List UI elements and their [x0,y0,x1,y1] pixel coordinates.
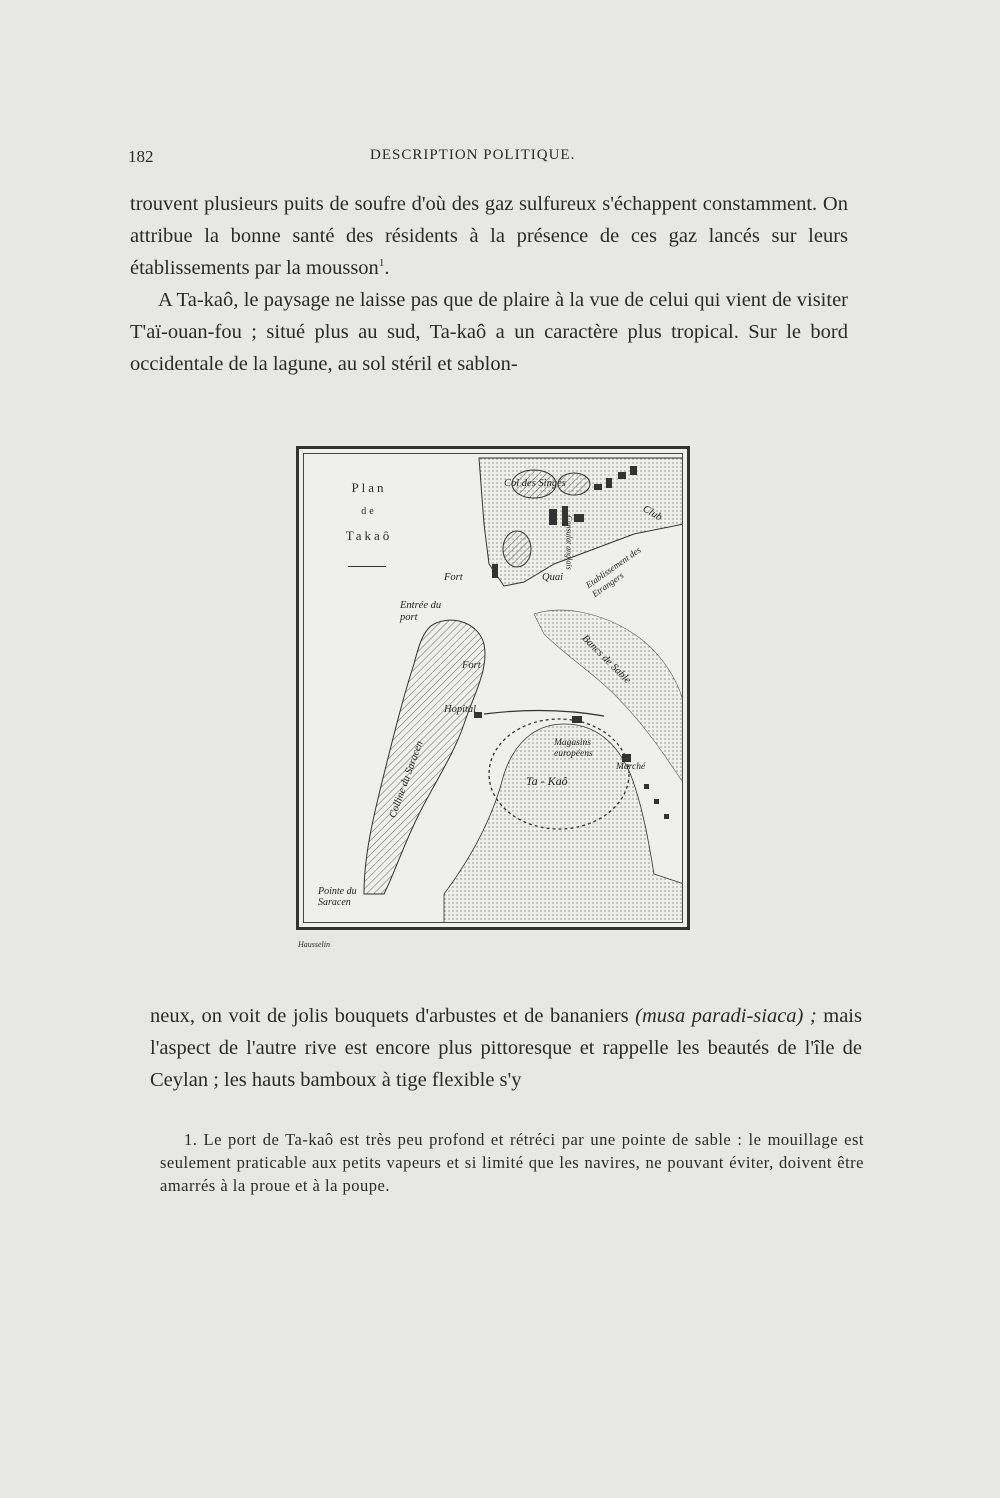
label-col-des-singes: Col des Singes [504,478,566,489]
running-title: DESCRIPTION POLITIQUE. [370,147,576,163]
page-number: 182 [128,147,154,166]
italic-term: (musa paradi-siaca) ; [635,1005,817,1027]
label-colline: Colline du Saracen [387,739,426,820]
body-text-top [130,188,848,380]
label-consulat: Consulat anglais [564,515,574,570]
engraver-signature: Hausselin [298,940,330,949]
label-bancs-de-sable: Bancs de Sable [579,632,633,687]
hill [503,531,531,567]
map-frame [303,453,683,923]
map-title: Plan de Takaô [345,480,393,543]
label-ta-kao: Ta - Kaô [526,774,568,788]
footnote-text: Le port de Ta-kaô est très peu profond et rétréci par une pointe de sable : le mouillage est seulement praticable aux petits vapeurs et si limité que les navires, ne pouvant éviter, doivent être amarrés à la proue et à la poupe. [160,1130,865,1195]
road [484,710,604,716]
label-entree-du-port: Entrée du port [400,600,442,623]
label-fort-south: Fort [462,660,481,671]
paragraph-ta-kao: A Ta-kaô, le paysage ne laisse pas que de plaire à la vue de celui qui vient de visiter T'aï-ouan-fou ; situé plus au sud, Ta-kaô a un caractère plus tropical. Sur le bord occidentale de la lagune, au sol stéril et sablon- [130,289,848,375]
footnote-ref: 1 [378,257,385,270]
footnote-number: 1. [184,1130,198,1149]
map-plan-de-takao [296,446,690,930]
running-head [128,147,868,171]
label-hopital: Hopital [444,704,477,715]
label-etablissement: Etablissement des Etrangers [583,544,643,600]
paragraph-continued: neux, on voit de jolis bouquets d'arbustes et de bananiers (musa paradi-siaca) ; mais l'aspect de l'autre rive est encore plus pittoresque et rappelle les beautés de l'île de Ceylan ; les hauts bamboux à tige flexible s'y [150,1005,862,1091]
label-club: Club [640,503,664,524]
footnote [160,1128,864,1197]
body-text-bottom [150,1000,862,1096]
label-fort-north: Fort [444,572,463,583]
title-rule [348,566,386,567]
label-quai: Quai [542,572,563,583]
paragraph-continuation: trouvent plusieurs puits de soufre d'où des gaz sulfureux s'échappent constamment. On attribue la bonne santé des résidents à la présence de ces gaz lancés sur leurs établissements par la mousson$^1$. [130,193,848,279]
label-magasins: Magasins européens [554,738,593,759]
label-marche: Marché [616,762,646,772]
label-pointe: Pointe du Saracen [318,886,357,908]
